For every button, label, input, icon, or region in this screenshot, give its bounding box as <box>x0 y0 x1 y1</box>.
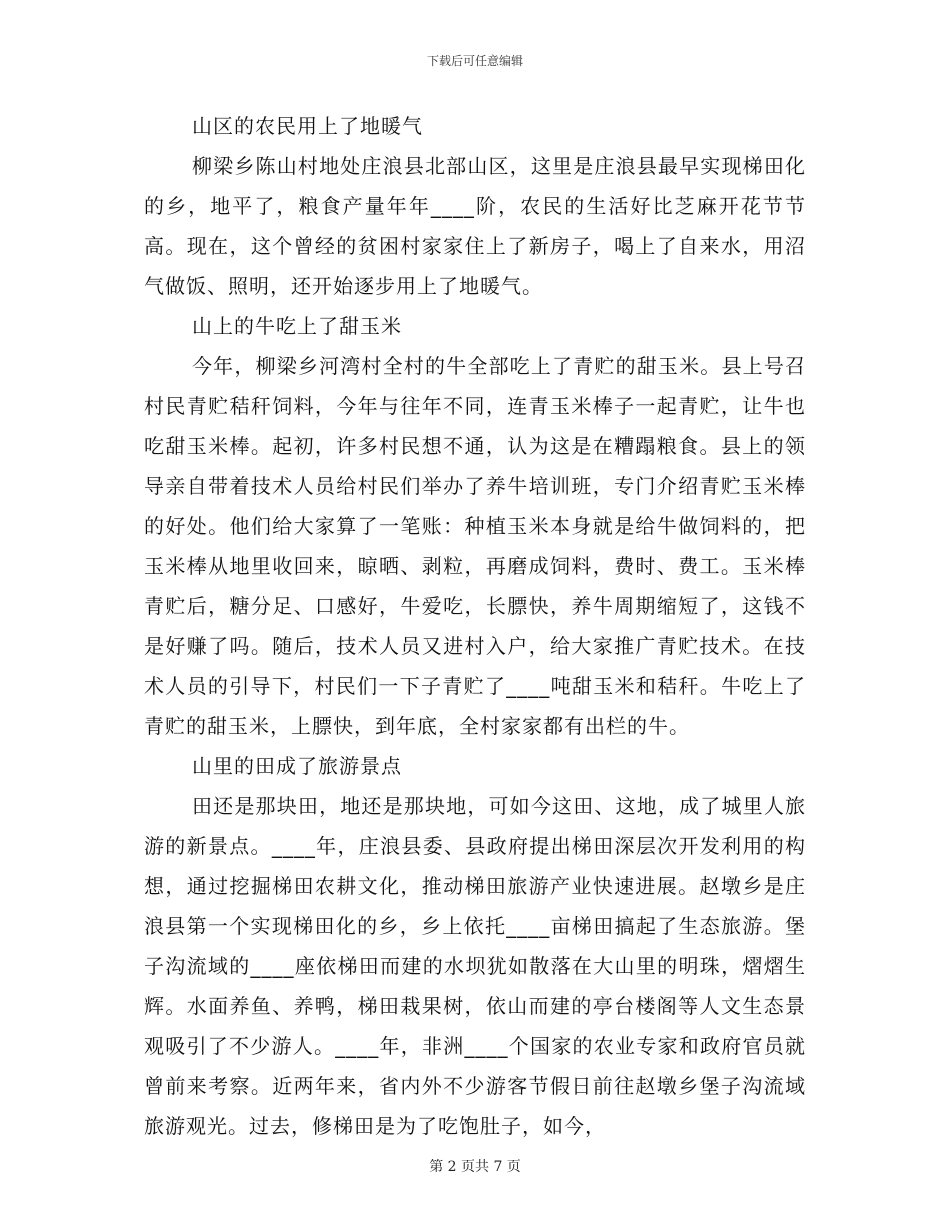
page-footer: 第 2 页共 7 页 <box>429 1159 521 1175</box>
section-heading: 山区的农民用上了地暖气 <box>192 114 423 138</box>
section-paragraph: 田还是那块田，地还是那块地，可如今这田、这地，成了城里人旅游的新景点。____年，庄浪县委、县政府提出梯田深层次开发利用的构想，通过挖掘梯田农耕文化，推动梯田旅游产业快速进展。赵墩乡是庄浪县第一个实现梯田化的乡，乡上依托____亩梯田搞起了生态旅游。堡子沟流域的____座依梯田而建的水坝犹如散落在大山里的明珠，熠熠生辉。水面养鱼、养鸭，梯田栽果树，依山而建的亭台楼阁等人文生态景观吸引了不少游人。____年，非洲____个国家的农业专家和政府官员就曾前来考察。近两年来，省内外不少游客节假日前往赵墩乡堡子沟流域旅游观光。过去，修梯田是为了吃饱肚子，如今， <box>144 794 806 1138</box>
document-body <box>144 106 806 1146</box>
page-header: 下载后可任意编辑 <box>426 54 523 68</box>
section-paragraph: 柳梁乡陈山村地处庄浪县北部山区，这里是庄浪县最早实现梯田化的乡，地平了，粮食产量年年____阶，农民的生活好比芝麻开花节节高。现在，这个曾经的贫困村家家住上了新房子，喝上了自来水，用沼气做饭、照明，还开始逐步用上了地暖气。 <box>144 154 806 298</box>
section-paragraph: 今年，柳梁乡河湾村全村的牛全部吃上了青贮的甜玉米。县上号召村民青贮秸秆饲料，今年与往年不同，连青玉米棒子一起青贮，让牛也吃甜玉米棒。起初，许多村民想不通，认为这是在糟蹋粮食。县上的领导亲自带着技术人员给村民们举办了养牛培训班，专门介绍青贮玉米棒的好处。他们给大家算了一笔账：种植玉米本身就是给牛做饲料的，把玉米棒从地里收回来，晾晒、剥粒，再磨成饲料，费时、费工。玉米棒青贮后，糖分足、口感好，牛爱吃，长膘快，养牛周期缩短了，这钱不是好赚了吗。随后，技术人员又进村入户，给大家推广青贮技术。在技术人员的引导下，村民们一下子青贮了____吨甜玉米和秸秆。牛吃上了青贮的甜玉米，上膘快，到年底，全村家家都有出栏的牛。 <box>144 354 806 738</box>
section-heading: 山上的牛吃上了甜玉米 <box>192 314 402 338</box>
section-heading: 山里的田成了旅游景点 <box>192 754 402 778</box>
